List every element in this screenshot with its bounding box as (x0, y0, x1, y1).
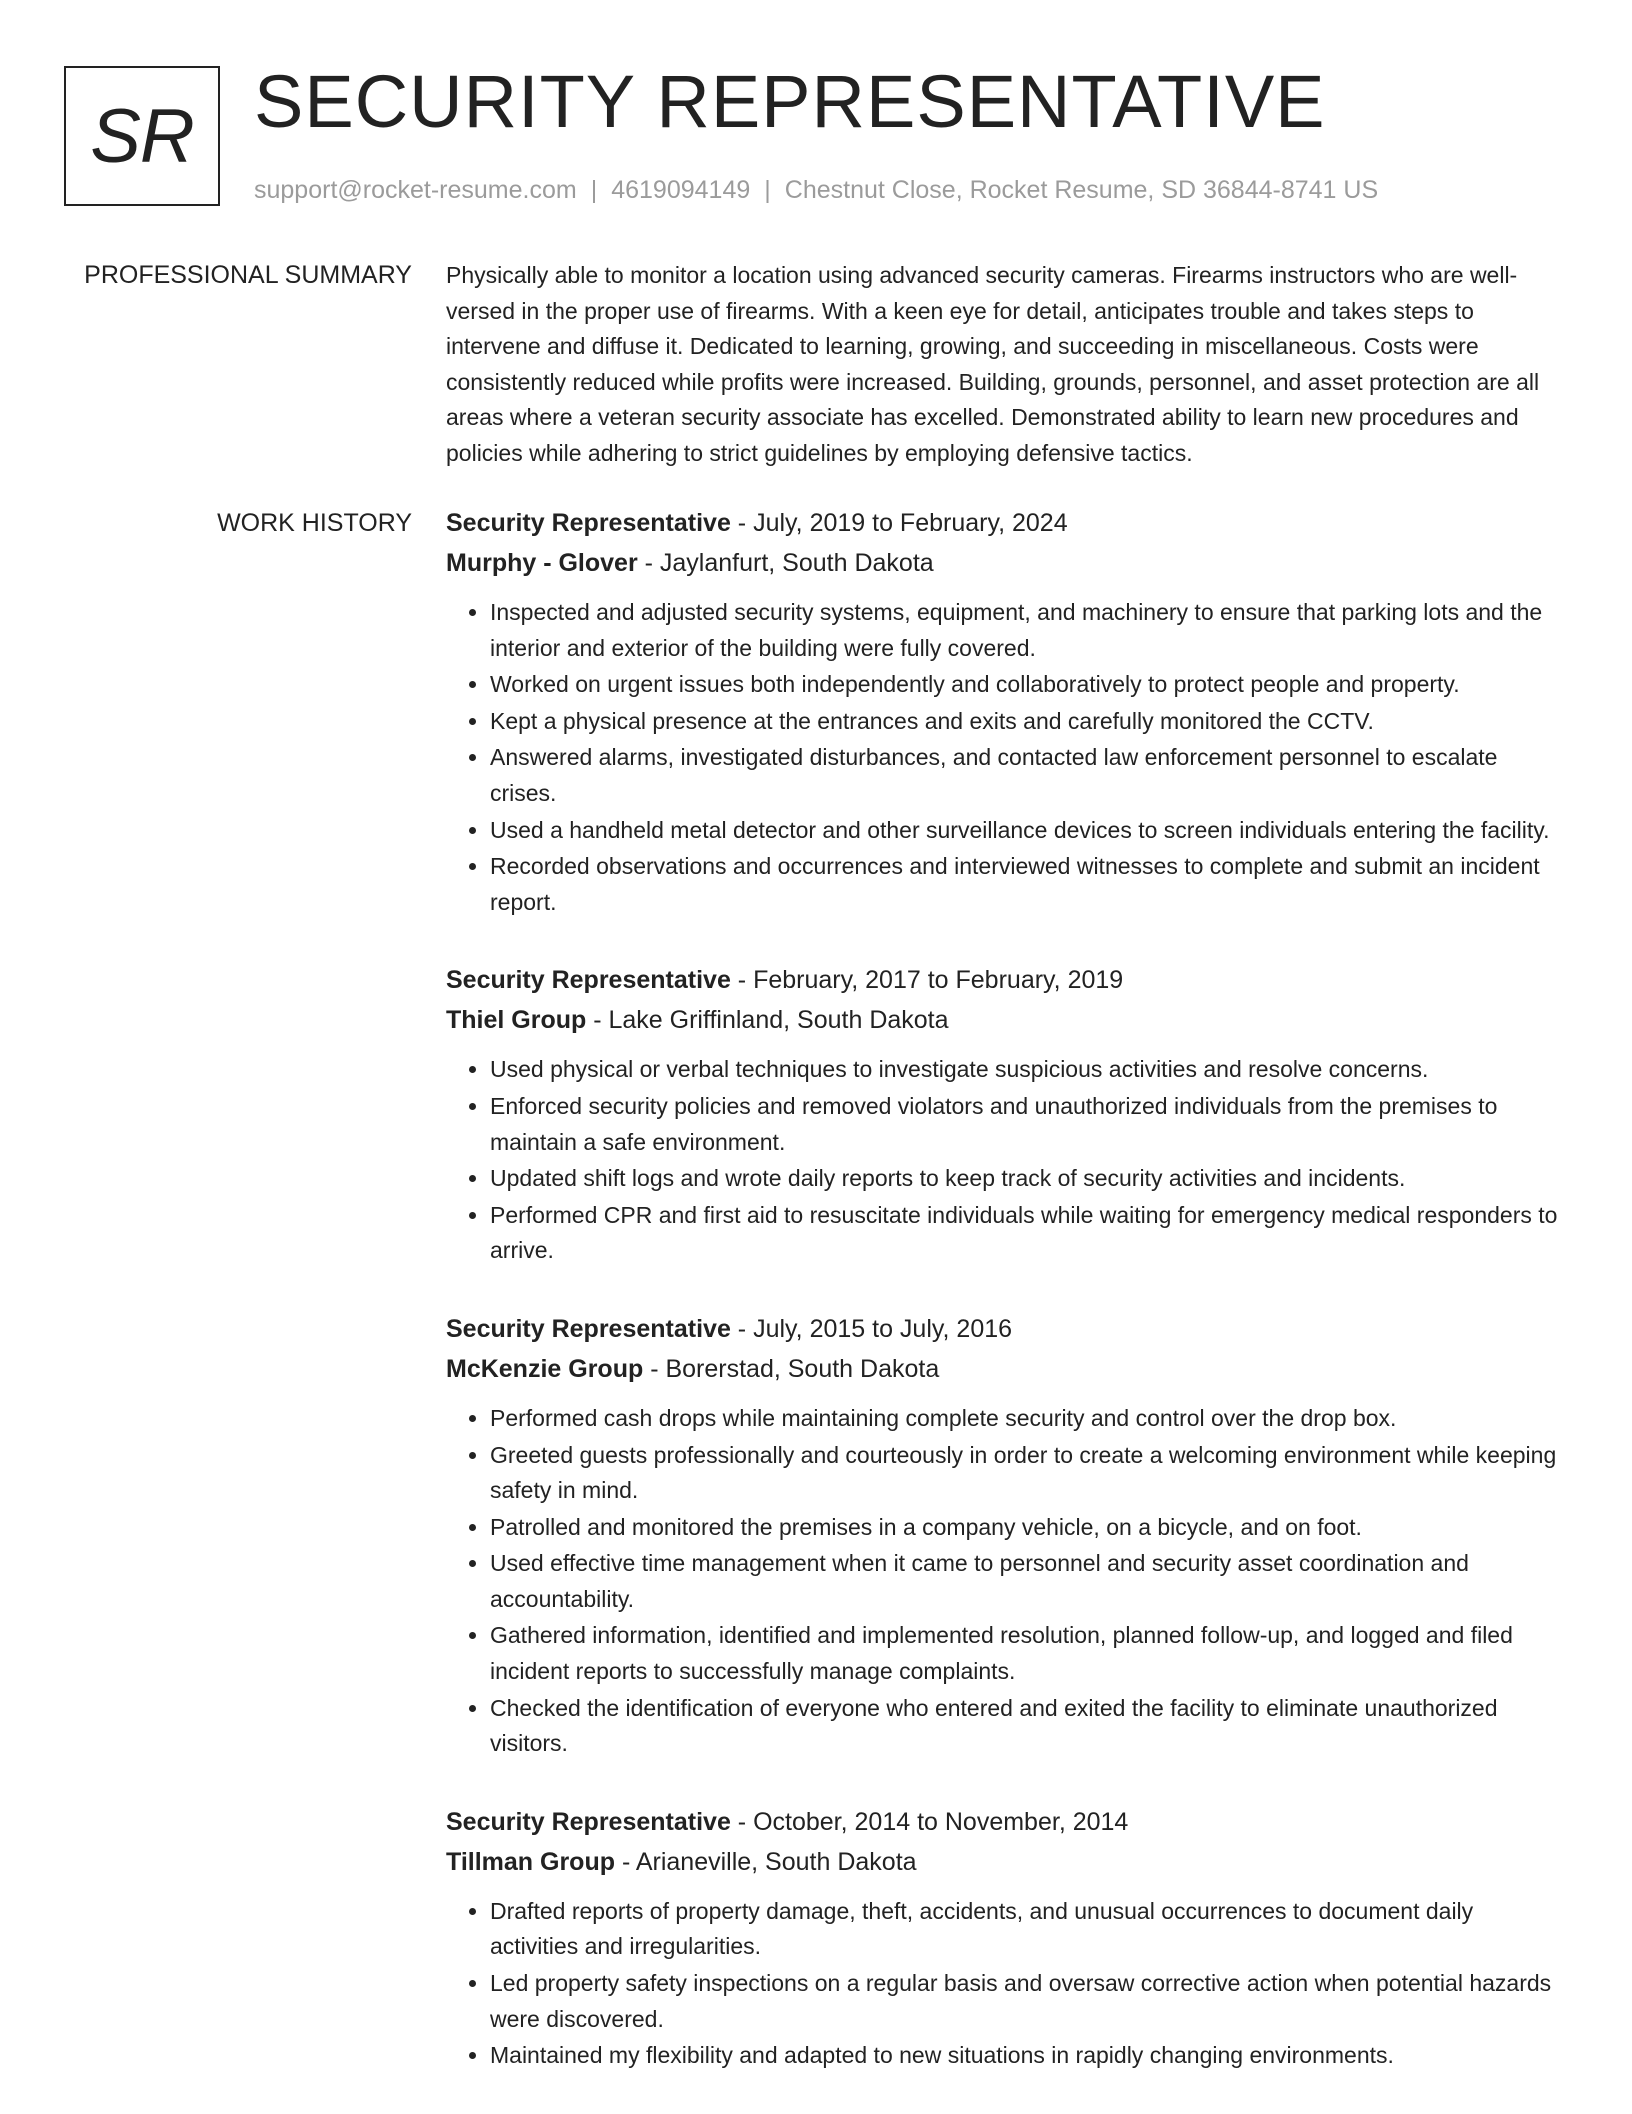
job-bullet-list (446, 1894, 1566, 2074)
job-dates: - February, 2017 to February, 2019 (730, 966, 1124, 995)
job-company: Tillman Group (446, 1847, 615, 1876)
summary-text: Physically able to monitor a location using advanced security cameras. Firearms instructors who are well-versed in the proper use of firearms. With a keen eye for detail, anticipates trouble and takes steps to intervene and diffuse it. Dedicated to learning, growing, and succeeding in miscellaneous. Costs were consistently reduced while profits were increased. Building, grounds, personnel, and asset protection are all areas where a veteran security associate has excelled. Demonstrated ability to learn new procedures and policies while adhering to strict guidelines by employing defensive tactics. (446, 262, 1540, 466)
job-company-line (446, 1349, 1566, 1389)
list-item: • Worked on urgent issues both independently and collaboratively to protect people and property. (490, 667, 1566, 703)
list-item: • Led property safety inspections on a regular basis and oversaw corrective action when potential hazards were discovered. (490, 1966, 1566, 2037)
list-item: • Used physical or verbal techniques to investigate suspicious activities and resolve concerns. (490, 1052, 1566, 1088)
list-item: • Inspected and adjusted security systems, equipment, and machinery to ensure that parking lots and the interior and exterior of the building were fully covered. (490, 595, 1566, 666)
contact-line (254, 173, 1378, 207)
job-title: Security Representative (446, 1314, 731, 1343)
job-title-line (446, 503, 1566, 543)
list-item: • Gathered information, identified and implemented resolution, planned follow-up, and logged and filed incident reports to successfully manage complaints. (490, 1618, 1566, 1689)
job-title-line (446, 1309, 1566, 1349)
list-item: • Recorded observations and occurrences and interviewed witnesses to complete and submit an incident report. (490, 849, 1566, 920)
job-entry (446, 503, 1566, 920)
contact-email: support@rocket-resume.com (254, 176, 577, 204)
job-bullet-list (446, 1052, 1566, 1269)
list-item: • Patrolled and monitored the premises in a company vehicle, on a bicycle, and on foot. (490, 1510, 1566, 1546)
list-item: • Drafted reports of property damage, theft, accidents, and unusual occurrences to document daily activities and irregularities. (490, 1894, 1566, 1965)
resume-title: SECURITY REPRESENTATIVE (254, 60, 1326, 143)
list-item: • Performed CPR and first aid to resuscitate individuals while waiting for emergency medical responders to arrive. (490, 1198, 1566, 1269)
job-location: - Arianeville, South Dakota (615, 1847, 917, 1876)
job-dates: - July, 2019 to February, 2024 (730, 509, 1068, 537)
job-title: Security Representative (446, 966, 731, 995)
job-bullet-list (446, 1401, 1566, 1762)
job-dates: - October, 2014 to November, 2014 (730, 1807, 1129, 1836)
list-item: • Used effective time management when it came to personnel and security asset coordination and accountability. (490, 1546, 1566, 1617)
work-history-body (446, 503, 1566, 2114)
job-entry (446, 1802, 1566, 2074)
list-item: • Checked the identification of everyone who entered and exited the facility to eliminate unauthorized visitors. (490, 1691, 1566, 1762)
job-company: Murphy - Glover (446, 549, 638, 577)
list-item: • Enforced security policies and removed violators and unauthorized individuals from the premises to maintain a safe environment. (490, 1089, 1566, 1160)
list-item: • Maintained my flexibility and adapted to new situations in rapidly changing environments. (490, 2038, 1566, 2074)
job-company-line (446, 1000, 1566, 1040)
contact-address: Chestnut Close, Rocket Resume, SD 36844-8741 US (784, 176, 1379, 204)
job-title: Security Representative (446, 1807, 731, 1836)
section-label-work-history: WORK HISTORY (217, 509, 412, 537)
contact-separator: | (590, 176, 598, 204)
monogram: SR (64, 66, 220, 206)
contact-phone: 4619094149 (611, 176, 751, 204)
job-company-line (446, 543, 1566, 583)
job-dates: - July, 2015 to July, 2016 (730, 1314, 1013, 1343)
job-entry (446, 1309, 1566, 1762)
job-entry (446, 960, 1566, 1269)
job-company-line (446, 1842, 1566, 1882)
list-item: • Kept a physical presence at the entrances and exits and carefully monitored the CCTV. (490, 704, 1566, 740)
list-item: • Used a handheld metal detector and other surveillance devices to screen individuals entering the facility. (490, 813, 1566, 849)
job-location: - Jaylanfurt, South Dakota (637, 549, 934, 577)
list-item: • Greeted guests professionally and courteously in order to create a welcoming environment while keeping safety in mind. (490, 1438, 1566, 1509)
summary-body (446, 258, 1566, 472)
job-company: McKenzie Group (446, 1354, 644, 1383)
job-location: - Lake Griffinland, South Dakota (586, 1006, 949, 1035)
job-title: Security Representative (446, 509, 731, 537)
section-label-summary: PROFESSIONAL SUMMARY (84, 261, 412, 289)
job-company: Thiel Group (446, 1006, 587, 1035)
list-item: • Answered alarms, investigated disturbances, and contacted law enforcement personnel to escalate crises. (490, 740, 1566, 811)
job-location: - Borerstad, South Dakota (643, 1354, 940, 1383)
contact-separator: | (764, 176, 771, 204)
list-item: • Updated shift logs and wrote daily reports to keep track of security activities and incidents. (490, 1161, 1566, 1197)
job-title-line (446, 1802, 1566, 1842)
job-title-line (446, 960, 1566, 1000)
list-item: • Performed cash drops while maintaining complete security and control over the drop box. (490, 1401, 1566, 1437)
job-bullet-list (446, 595, 1566, 920)
